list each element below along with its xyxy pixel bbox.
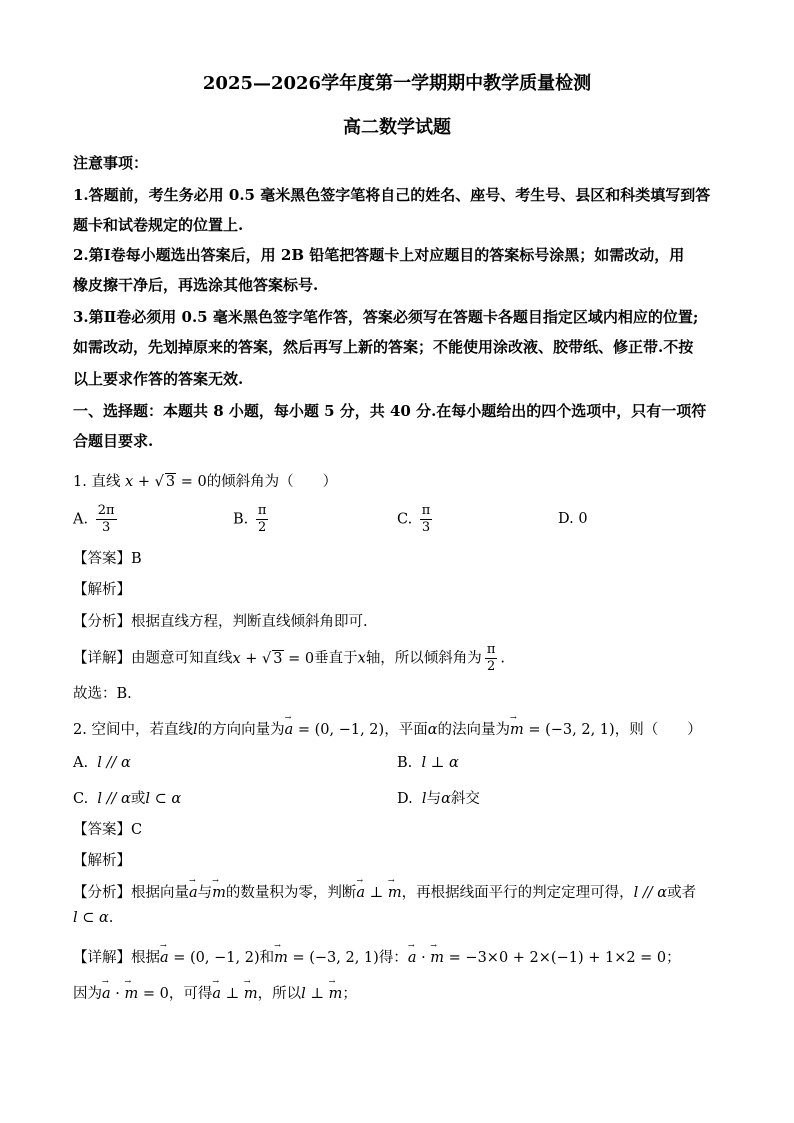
q2-fenxi-part-5: 或者 xyxy=(667,885,697,901)
q1-detail-angle: $\frac{\pi}{2}$ xyxy=(486,642,496,674)
q2-prefix: 2. 空间中，若直线 xyxy=(73,722,193,738)
question-2-stem: 2. 空间中，若直线l的方向向量为→ a = (0, −1, 2)，平面α的法向量为→ m = (−3, 2, 1)，则（ ） xyxy=(73,718,702,739)
q2-because: 因为→ a · → m = 0，可得→ a ⊥ → m，所以l ⊥ → m； xyxy=(73,982,357,1003)
q1-prefix: 1. 直线 xyxy=(73,474,121,490)
q2-fenxi-line-2: l ⊂ α. xyxy=(73,910,114,926)
q2-detail: 【详解】根据→ a = (0, −1, 2)和→ m = (−3, 2, 1)得：→ a · → m = −3×0 + 2×(−1) + 1×2 = 0； xyxy=(73,946,681,967)
q1-suffix: 的倾斜角为（ ） xyxy=(206,474,338,490)
section-heading-line-1: 一、选择题：本题共 8 小题，每小题 5 分，共 40 分.在每小题给出的四个选项中，只有一项符 xyxy=(73,402,707,420)
q2-detail-part-3: 得： xyxy=(378,950,408,966)
q2-option-b-label: B. xyxy=(397,755,413,771)
q2-fenxi-part-4: ，再根据线面平行的判定定理可得， xyxy=(401,885,634,901)
q2-because-part-1: 因为 xyxy=(73,986,102,1002)
q1-detail-prefix: 【详解】由题意可知直线 xyxy=(73,650,233,667)
q1-option-a-label: A. xyxy=(73,511,89,528)
exam-subtitle: 高二数学试题 xyxy=(343,117,451,138)
q1-option-c-value: $\frac{\pi}{3}$ xyxy=(421,503,431,535)
q2-option-d-label: D. xyxy=(397,791,413,807)
notice-item-1-line-2: 题卡和试卷规定的位置上. xyxy=(73,216,244,234)
q2-detail-part-1: 【详解】根据 xyxy=(73,950,160,966)
q2-option-b: B. l ⊥ α xyxy=(397,755,459,771)
q2-fenxi-part-2: 与 xyxy=(197,885,213,901)
q2-option-c-or: 或 xyxy=(130,791,146,807)
question-1-stem xyxy=(73,470,337,491)
exam-title: 2025—2026学年度第一学期期中教学质量检测 xyxy=(202,73,592,94)
q2-detail-part-2: 和 xyxy=(259,950,275,966)
q2-mid-2: ，平面 xyxy=(384,722,428,738)
q1-conclusion: 故选：B. xyxy=(73,686,132,702)
q2-because-part-2: ，可得 xyxy=(168,986,213,1002)
q1-fenxi: 【分析】根据直线方程，判断直线倾斜角即可. xyxy=(73,614,368,630)
q1-option-b-label: B. xyxy=(233,511,249,528)
q2-answer: 【答案】C xyxy=(73,822,143,838)
q2-option-a-label: A. xyxy=(73,755,89,771)
q2-mid-3: 的法向量为 xyxy=(437,722,510,738)
q2-option-a: A. l // α xyxy=(73,755,131,771)
q1-detail-axis: x xyxy=(357,650,366,667)
q1-equation: x + √ 3 = 0 xyxy=(120,474,207,490)
q2-option-c: C. l // α或l ⊂ α xyxy=(73,791,182,807)
q1-detail-equation: x + √ 3 = 0 xyxy=(232,650,315,667)
q1-detail: 【详解】由题意可知直线x + √ 3 = 0垂直于x轴，所以倾斜角为 $\frac{\pi}{2}$ . xyxy=(73,642,505,674)
q2-suffix: ，则（ ） xyxy=(614,722,702,738)
q2-option-d: D. l与α斜交 xyxy=(397,791,480,807)
q1-option-a xyxy=(73,503,120,536)
notice-item-1-line-1: 1.答题前，考生务必用 0.5 毫米黑色签字笔将自己的姓名、座号、考生号、县区和科类填写到答 xyxy=(73,186,711,204)
section-heading-line-2: 合题目要求. xyxy=(73,432,154,450)
notice-item-3-line-1: 3.第Ⅱ卷必须用 0.5 毫米黑色签字笔作答，答案必须写在答题卡各题目指定区域内相应的位置; xyxy=(73,308,699,326)
q2-option-d-with: 与 xyxy=(426,791,442,807)
notice-item-3-line-2: 如需改动，先划掉原来的答案，然后再写上新的答案；不能使用涂改液、胶带纸、修正带.不按 xyxy=(73,338,694,356)
q1-option-b-value: $\frac{\pi}{2}$ xyxy=(257,503,267,535)
q1-option-b xyxy=(233,503,271,536)
q2-fenxi-part-1: 【分析】根据向量 xyxy=(73,885,189,901)
q2-fenxi-part-3: 的数量积为零，判断 xyxy=(225,885,357,901)
q1-option-c-label: C. xyxy=(397,511,413,528)
q1-detail-mid: 垂直于 xyxy=(314,650,358,667)
notice-heading: 注意事项： xyxy=(73,154,149,172)
q2-fenxi-line-1: 【分析】根据向量→ a与→ m的数量积为零，判断→ a ⊥ → m，再根据线面平行的判定定理可得，l // α或者 xyxy=(73,881,696,902)
notice-item-2-line-1: 2.第Ⅰ卷每小题选出答案后，用 2B 铅笔把答题卡上对应题目的答案标号涂黑；如需改动，用 xyxy=(73,246,685,264)
q1-analysis-tag: 【解析】 xyxy=(73,582,131,598)
notice-item-3-line-3: 以上要求作答的答案无效. xyxy=(73,370,244,388)
q2-option-d-end: 斜交 xyxy=(450,791,480,807)
q1-option-c xyxy=(397,503,435,536)
notice-item-2-line-2: 橡皮擦干净后，再选涂其他答案标号. xyxy=(73,276,319,294)
q1-detail-suffix: 轴，所以倾斜角为 xyxy=(365,650,482,667)
q1-option-d: D. 0 xyxy=(558,511,588,527)
q2-because-part-3: ，所以 xyxy=(257,986,302,1002)
q2-analysis-tag: 【解析】 xyxy=(73,853,131,869)
q1-answer: 【答案】B xyxy=(73,551,142,567)
q1-option-a-value: $\frac{2\pi}{3}$ xyxy=(97,503,115,535)
q2-mid-1: 的方向向量为 xyxy=(197,722,285,738)
q2-option-c-label: C. xyxy=(73,791,89,807)
